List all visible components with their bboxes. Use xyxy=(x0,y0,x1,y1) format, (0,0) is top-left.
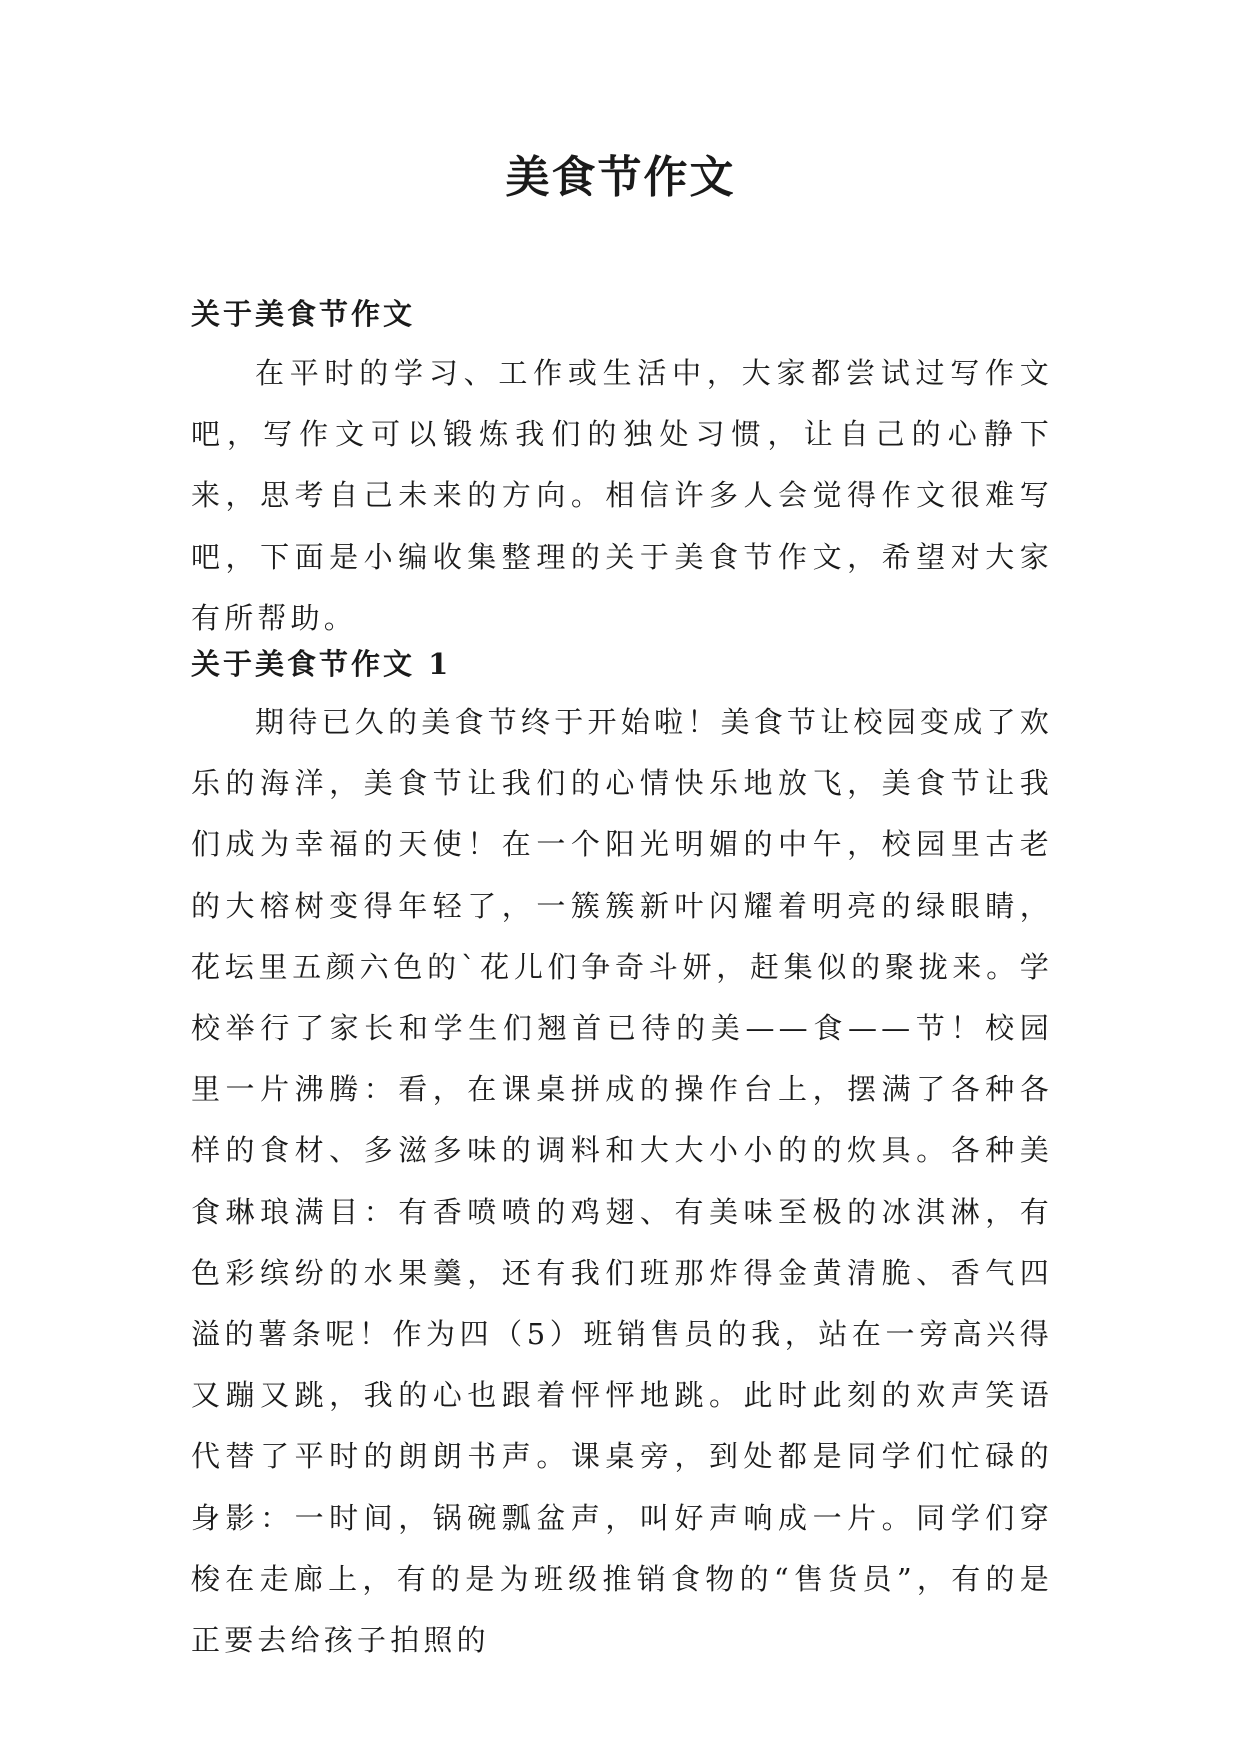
intro-paragraph: 在平时的学习、工作或生活中，大家都尝试过写作文吧，写作文可以锻炼我们的独处习惯，让自己的心静下来，思考自己未来的方向。相信许多人会觉得作文很难写吧，下面是小编收集整理的关于美食节作文，希望对大家有所帮助。 xyxy=(191,356,1053,635)
section-paragraph: 期待已久的美食节终于开始啦！美食节让校园变成了欢乐的海洋，美食节让我们的心情快乐地放飞，美食节让我们成为幸福的天使！在一个阳光明媚的中午，校园里古老的大榕树变得年轻了，一簇簇新叶闪耀着明亮的绿眼睛，花坛里五颜六色的`花儿们争奇斗妍，赶集似的聚拢来。学校举行了家长和学生们翘首已待的美——食——节！校园里一片沸腾：看，在课桌拼成的操作台上，摆满了各种各样的食材、多滋多味的调料和大大小小的的炊具。各种美食琳琅满目：有香喷喷的鸡翅、有美味至极的冰淇淋，有色彩缤纷的水果羹，还有我们班那炸得金黄清脆、香气四溢的薯条呢！作为四（5）班销售员的我，站在一旁高兴得又蹦又跳，我的心也跟着怦怦地跳。此时此刻的欢声笑语代替了平时的朗朗书声。课桌旁，到处都是同学们忙碌的身影：一时间，锅碗瓢盆声，叫好声响成一片。同学们穿梭在走廊上，有的是为班级推销食物的“售货员”，有的是正要去给孩子拍照的 xyxy=(191,705,1053,1658)
section-heading: 关于美食节作文 1 xyxy=(191,647,452,681)
intro-heading: 关于美食节作文 xyxy=(191,297,416,331)
document-title: 美食节作文 xyxy=(505,152,736,203)
